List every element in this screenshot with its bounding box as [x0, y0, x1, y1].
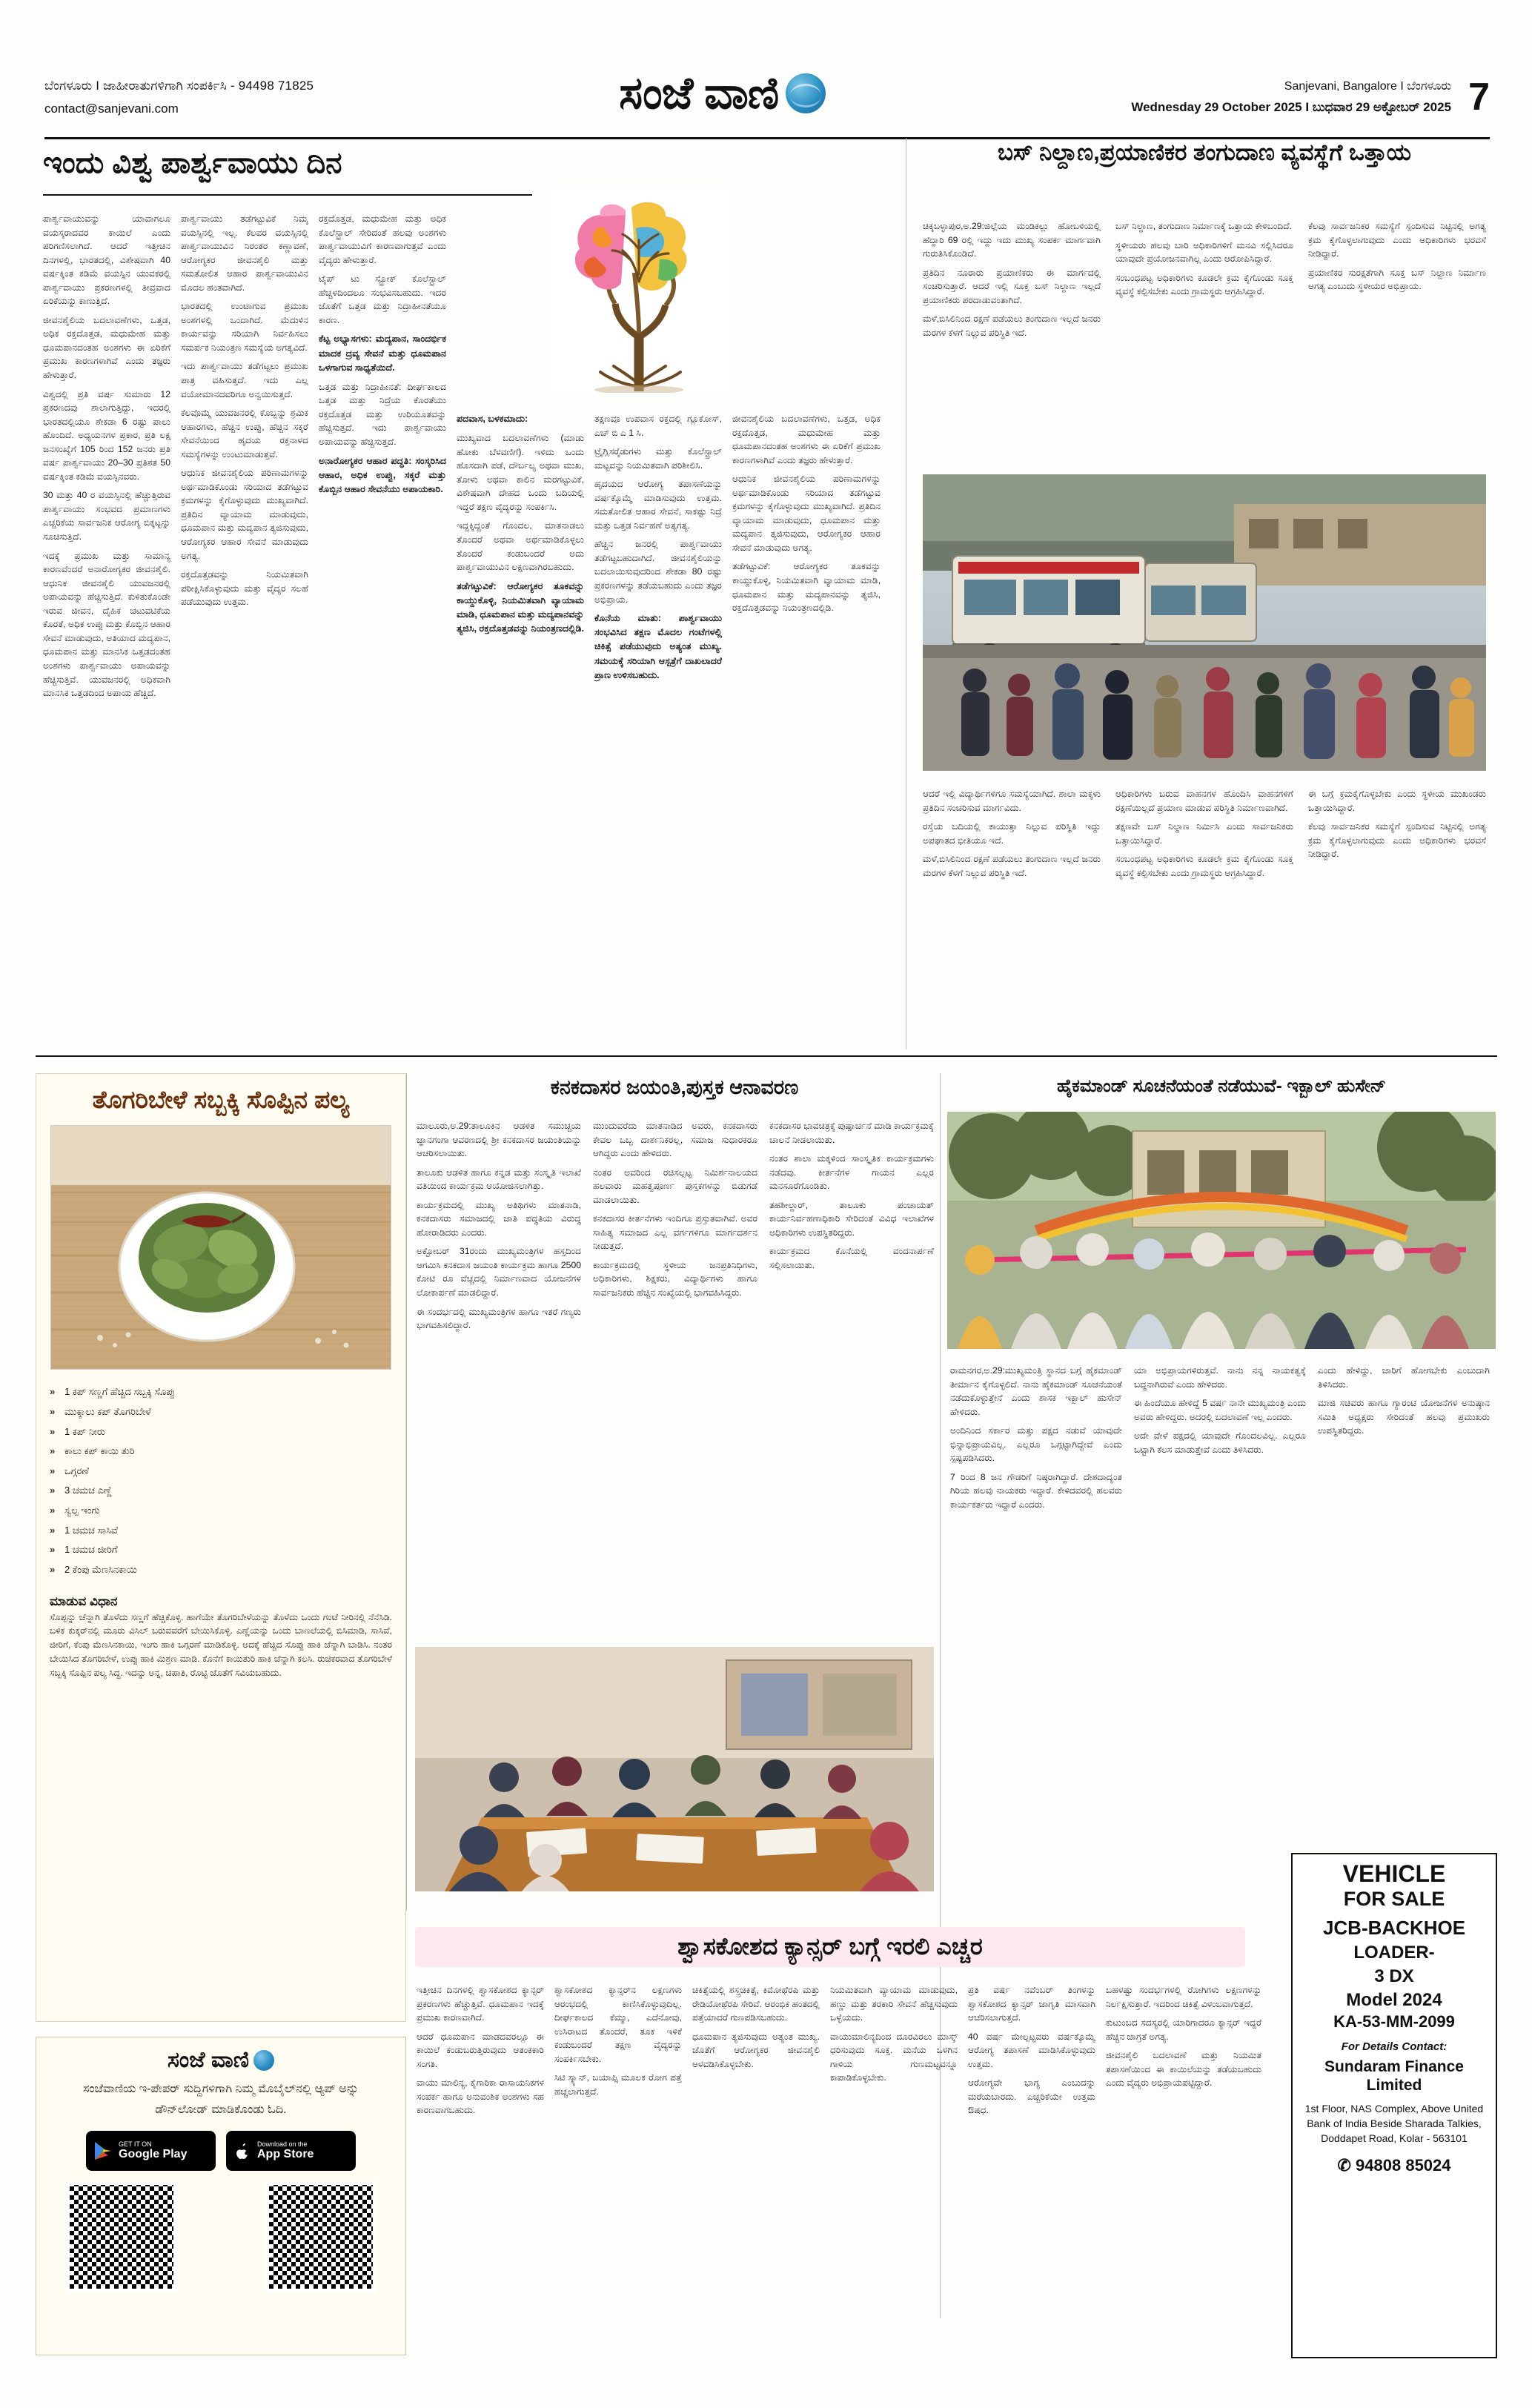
- paragraph: ಮಾಜಿ ಸಚಿವರು ಹಾಗೂ ಗ್ಯಾರಂಟಿ ಯೋಜನೆಗಳ ಅನುಷ್ಠಾನ ಸಮಿತಿ ಅಧ್ಯಕ್ಷರು ಸೇರಿದಂತೆ ಹಲವು ಪ್ರಮುಖರು ಉಪಸ್ಥಿತರಿದ್ದರು.: [1318, 1398, 1490, 1436]
- masthead-contact: [44, 75, 314, 120]
- paragraph: ಕೆಲವು ಸಾರ್ವಜನಿಕರ ಸಮಸ್ಯೆಗೆ ಸ್ಪಂದಿಸುವ ನಿಟ್ಟಿನಲ್ಲಿ ಅಗತ್ಯ ಕ್ರಮ ಕೈಗೊಳ್ಳಲಾಗುವುದು ಎಂದು ಅಧಿಕಾರಿಗಳು ಭರವಸೆ ನೀಡಿದ್ದಾರೆ.: [1308, 221, 1486, 259]
- paragraph: ಮುಂದುವರೆದು ಮಾತನಾಡಿದ ಅವರು, ಕನಕದಾಸರು ಕೇವಲ ಒಬ್ಬ ದಾರ್ಶನಿಕರಲ್ಲ, ಸಮಾಜ ಸುಧಾರಕರೂ ಆಗಿದ್ದರು ಎಂದು ಹೇಳಿದರು.: [593, 1121, 757, 1159]
- ad-phone-number: 94808 85024: [1356, 2156, 1451, 2175]
- google-play-big: Google Play: [119, 2147, 188, 2160]
- story3-col3: [769, 1119, 934, 1638]
- paragraph: ಸ್ಥಳೀಯರು ಹಲವು ಬಾರಿ ಅಧಿಕಾರಿಗಳಿಗೆ ಮನವಿ ಸಲ್ಲಿಸಿದರೂ ಯಾವುದೇ ಪ್ರಯೋಜನವಾಗಿಲ್ಲ ಎಂದು ಆರೋಪಿಸಿದ್ದಾರೆ.: [1115, 239, 1293, 265]
- masthead: [44, 58, 1490, 139]
- ad-line-5: 3 DX: [1374, 1966, 1414, 1987]
- paragraph: ತಕ್ಷಣವೂ ಉಪವಾಸ ರಕ್ತದಲ್ಲಿ ಗ್ಲೂಕೋಸ್, ಎಚ್ ಬಿ ಎ 1 ಸಿ.: [594, 414, 722, 438]
- paragraph: ಒತ್ತಡ ಮತ್ತು ನಿದ್ರಾಹೀನತೆ: ದೀರ್ಘಕಾಲದ ಒತ್ತಡ ಮತ್ತು ನಿದ್ರೆಯ ಕೊರತೆಯು ರಕ್ತದೊತ್ತಡ ಮತ್ತು ಉರಿಯೂತವನ್ನು ಹೆಚ್ಚಿಸುತ್ತದೆ. ಇದು ಪಾರ್ಶ್ವವಾಯು ಅಪಾಯವನ್ನು ಹೆಚ್ಚಿಸುತ್ತದೆ.: [319, 381, 446, 447]
- promo-text: ಸಂಜೆವಾಣಿಯ ಇ-ಪೇಪರ್ ಸುದ್ದಿಗಳಿಗಾಗಿ ನಿಮ್ಮ ಮೊಬೈಲ್‌ನಲ್ಲಿ ಆ್ಯಪ್ ಅನ್ನು ಡೌನ್‌ಲೋಡ್ ಮಾಡಿಕೊಂಡು ಓದಿ.: [82, 2083, 359, 2116]
- paragraph: ವಾಯು ಮಾಲಿನ್ಯ, ಕೈಗಾರಿಕಾ ರಾಸಾಯನಿಕಗಳ ಸಂಪರ್ಕ ಹಾಗೂ ಅನುವಂಶಿಕ ಅಂಶಗಳು ಸಹ ಕಾರಣವಾಗಬಹುದು.: [417, 2077, 544, 2116]
- story-headline-lungcancer: ಶ್ವಾಸಕೋಶದ ಕ್ಯಾನ್ಸರ್ ಬಗ್ಗೆ ಇರಲಿ ಎಚ್ಚರ: [415, 1927, 1245, 1967]
- story1-col6: [732, 412, 881, 1027]
- phone-icon: ✆: [1337, 2156, 1351, 2175]
- paragraph: ತಡೆಗಟ್ಟುವಿಕೆ: ಆರೋಗ್ಯಕರ ತೂಕವನ್ನು ಕಾಯ್ದುಕೊಳ್ಳಿ, ನಿಯಮಿತವಾಗಿ ವ್ಯಾಯಾಮ ಮಾಡಿ, ಧೂಮಪಾನ ಮತ್ತು ಮದ್ಯಪಾನವನ್ನು ತ್ಯಜಿಸಿ, ರಕ್ತದೊತ್ತಡವನ್ನು ನಿಯಂತ್ರಣದಲ್ಲಿಡಿ.: [732, 561, 881, 614]
- ingredient-item: » ಕಾಲು ಕಪ್ ಕಾಯಿ ತುರಿ: [50, 1442, 392, 1462]
- paragraph-subhead: ಅನಾರೋಗ್ಯಕರ ಆಹಾರ ಪದ್ಧತಿ: ಸಂಸ್ಕರಿಸಿದ ಆಹಾರ, ಅಧಿಕ ಉಪ್ಪು, ಸಕ್ಕರೆ ಮತ್ತು ಕೊಬ್ಬಿನ ಆಹಾರ ಸೇವನೆಯು ಅಪಾಯಕಾರಿ.: [319, 455, 446, 494]
- globe-icon: [786, 73, 826, 113]
- story2-col1b: [923, 787, 1101, 1047]
- ad-phone[interactable]: [1299, 2156, 1490, 2175]
- ad-line-1: VEHICLE: [1342, 1860, 1446, 1887]
- qr-code-app-store[interactable]: [265, 2181, 377, 2292]
- ingredient-item: » 1 ಚಮಚ ಸಾಸಿವೆ: [50, 1521, 392, 1541]
- story3-col1: [417, 1119, 581, 1638]
- brain-tree-illustration: [548, 185, 730, 393]
- paragraph: ಆದರೆ ಧೂಮಪಾನ ಮಾಡದವರಲ್ಲೂ ಈ ಕಾಯಿಲೆ ಕಂಡುಬರುತ್ತಿರುವುದು ಆತಂಕಕಾರಿ ಸಂಗತಿ.: [417, 2031, 544, 2069]
- paragraph: ಎಂದು ಹೇಳಿದ್ದು, ಜಾರಿಗೆ ಹೋಗಬೇಕು ಎಂಬುದಾಗಿ ತಿಳಿಸಿದರು.: [1318, 1365, 1490, 1390]
- paragraph: ನಂತರ ಅವರಿಂದ ರಚಿಸಲ್ಪಟ್ಟ ನಿಮಿರ್ಶನಾಲಯದ ಹಲವಾರು ಮಹತ್ವಪೂರ್ಣ ಪುಸ್ತಕಗಳನ್ನು ಬಿಡುಗಡೆ ಮಾಡಲಾಯಿತು.: [593, 1167, 757, 1205]
- story4-col1: [950, 1364, 1122, 1823]
- paragraph: ಕಾರ್ಯಕ್ರಮದಲ್ಲಿ ಸ್ಥಳೀಯ ಜನಪ್ರತಿನಿಧಿಗಳು, ಅಧಿಕಾರಿಗಳು, ಶಿಕ್ಷಕರು, ವಿದ್ಯಾರ್ಥಿಗಳು ಹಾಗೂ ಸಾರ್ವಜನಿಕರು ಹೆಚ್ಚಿನ ಸಂಖ್ಯೆಯಲ್ಲಿ ಭಾಗವಹಿಸಿದ್ದರು.: [593, 1259, 757, 1298]
- story1-col4: [457, 412, 584, 1027]
- paragraph: ಜೀವನಶೈಲಿಯ ಬದಲಾವಣೆಗಳು, ಒತ್ತಡ, ಅಧಿಕ ರಕ್ತದೊತ್ತಡ, ಮಧುಮೇಹ ಮತ್ತು ಧೂಮಪಾನದಂತಹ ಅಂಶಗಳು ಈ ಏರಿಕೆಗೆ ಪ್ರಮುಖ ಕಾರಣಗಳಾಗಿವೆ ಎಂದು ತಜ್ಞರು ಹೇಳುತ್ತಾರೆ.: [732, 414, 881, 465]
- bus-stand-photo-svg: [923, 474, 1486, 771]
- page-number: 7: [1468, 76, 1490, 119]
- ingredient-item: » 2 ಕೆಂಪು ಮೆಣಸಿನಕಾಯಿ: [50, 1560, 392, 1580]
- paragraph: ಕಾರ್ಯಕ್ರಮದಲ್ಲಿ ಮುಖ್ಯ ಅತಿಥಿಗಳು ಮಾತನಾಡಿ, ಕನಕದಾಸರು ಸಮಾಜದಲ್ಲಿ ಜಾತಿ ಪದ್ಧತಿಯ ವಿರುದ್ಧ ಹೋರಾಡಿದರು ಎಂದರು.: [417, 1199, 581, 1238]
- app-store-small: Download on the: [257, 2140, 308, 2148]
- paragraph: ಯಾ ಅಭಿಪ್ರಾಯಗಳಿರುತ್ತವೆ. ನಾನು ನನ್ನ ನಾಯಕತ್ವಕ್ಕೆ ಬದ್ಧನಾಗಿರುವೆ ಎಂದು ಹೇಳಿದರು.: [1134, 1365, 1306, 1390]
- story5-col4: [830, 1983, 958, 2354]
- ad-line-2: FOR SALE: [1343, 1887, 1445, 1910]
- paragraph: 40 ವರ್ಷ ಮೇಲ್ಪಟ್ಟವರು ವರ್ಷಕ್ಕೊಮ್ಮೆ ಆರೋಗ್ಯ ತಪಾಸಣೆ ಮಾಡಿಸಿಕೊಳ್ಳುವುದು ಉತ್ತಮ.: [968, 2031, 1095, 2069]
- paragraph: ಆಧುನಿಕ ಜೀವನಶೈಲಿಯ ಪರಿಣಾಮಗಳನ್ನು ಅರ್ಥಮಾಡಿಕೊಂಡು ಸರಿಯಾದ ತಡೆಗಟ್ಟುವ ಕ್ರಮಗಳನ್ನು ಕೈಗೊಳ್ಳುವುದು ಮುಖ್ಯವಾಗಿದೆ. ಪ್ರತಿದಿನ ವ್ಯಾಯಾಮ ಮಾಡುವುದು, ಧೂಮಪಾನ ಮತ್ತು ಮದ್ಯಪಾನ ತ್ಯಜಿಸುವುದು, ಆರೋಗ್ಯಕರ ಆಹಾರ ಸೇವನೆ ಮಾಡುವುದು ಅಗತ್ಯ.: [732, 474, 881, 553]
- paragraph: ಮುಖ್ಯವಾದ ಬದಲಾವಣೆಗಳು (ಮಾಡು ಹೋಕು ಬೆಳವಣಿಗೆ). ಇಳಿದು ಒಂದು ಹೊಸದಾಗಿ ಪಡೆ, ದೌರ್ಬಲ್ಯ ಅಥವಾ ಮುಖ, ತೋಳು ಅಥವಾ ಕಾಲಿನ ಮರಗಟ್ಟುವಿಕೆ, ವಿಶೇಷವಾಗಿ ದೇಹದ ಒಂದು ಬದಿಯಲ್ಲಿ ಇದ್ದರೆ ತಕ್ಷಣ ವೈದ್ಯರನ್ನು ಸಂಪರ್ಕಿಸಿ.: [457, 433, 584, 512]
- paragraph: ಮಳೆ,ಬಿಸಿಲಿನಿಂದ ರಕ್ಷಣೆ ಪಡೆಯಲು ತಂಗುದಾಣ ಇಲ್ಲದೆ ಜನರು ಮರಗಳ ಕೆಳಗೆ ನಿಲ್ಲುವ ಪರಿಸ್ಥಿತಿ ಇದೆ.: [923, 854, 1101, 878]
- paragraph: ಸಂಬಂಧಪಟ್ಟ ಅಧಿಕಾರಿಗಳು ಕೂಡಲೇ ಕ್ರಮ ಕೈಗೊಂಡು ಸೂಕ್ತ ವ್ಯವಸ್ಥೆ ಕಲ್ಪಿಸಬೇಕು ಎಂದು ಗ್ರಾಮಸ್ಥರು ಆಗ್ರಹಿಸಿದ್ದಾರೆ.: [1115, 272, 1293, 297]
- paragraph: ಚಿಕಿತ್ಸೆಯಲ್ಲಿ ಶಸ್ತ್ರಚಿಕಿತ್ಸೆ, ಕಿಮೋಥೆರಪಿ ಮತ್ತು ರೇಡಿಯೋಥೆರಪಿ ಸೇರಿವೆ. ಆರಂಭಿಕ ಹಂತದಲ್ಲಿ ಪತ್ತೆಯಾದರೆ ಗುಣಪಡಿಸಬಹುದು.: [692, 1985, 820, 2023]
- ad-line-4: LOADER-: [1353, 1943, 1435, 1963]
- paragraph: ಅಕ್ಟೋಬರ್ 31ರಂದು ಮುಖ್ಯಮಂತ್ರಿಗಳ ಹಸ್ತದಿಂದ ಆಗಮಿಸಿ ಕನಕದಾಸ ಜಯಂತಿ ಕಾರ್ಯಕ್ರಮ ಹಾಗೂ 2500 ಕೋಟಿ ರೂ ವೆಚ್ಚದಲ್ಲಿ ನಿರ್ಮಾಣವಾದ ಯೋಜನೆಗಳ ಲೋಕಾರ್ಪಣೆ ಮಾಡಲಿದ್ದಾರೆ.: [417, 1246, 581, 1298]
- masthead-location: Sanjevani, Bangalore I ಬೆಂಗಳೂರು: [1284, 80, 1451, 93]
- story5-col3: [692, 1983, 820, 2354]
- paragraph: ಭಾರತದಲ್ಲಿ ಉಂಟಾಗುವ ಪ್ರಮುಖ ಅಂಶಗಳಲ್ಲಿ ಒಂದಾಗಿದೆ. ಮೆದುಳಿನ ಕಾರ್ಯವನ್ನು ಸರಿಯಾಗಿ ನಿರ್ವಹಿಸಲು ಸಮರ್ಪಕ ನಿಯಂತ್ರಣ ಸಮಸ್ಯೆಯ ಅಗತ್ಯವಿದೆ.: [181, 301, 308, 353]
- ingredient-item: » 3 ಚಮಚ ಎಣ್ಣೆ: [50, 1481, 392, 1501]
- recipe-title: ತೊಗರಿಬೇಳೆ ಸಬ್ಬಕ್ಕಿ ಸೊಪ್ಪಿನ ಪಲ್ಯ: [92, 1086, 350, 1113]
- paragraph: ಕೆಲವೊಮ್ಮೆ ಯುವಜನರಲ್ಲಿ ಕೊಬ್ಬನ್ನು ಶ್ರಮಿಕ ಆಹಾರಗಳು, ಹೆಚ್ಚಿನ ಉಪ್ಪು, ಹೆಚ್ಚಿನ ಸಕ್ಕರೆ ಸೇವನೆಯಿಂದ ಹೃದಯ ರಕ್ತನಾಳದ ಸಮಸ್ಯೆಗಳನ್ನು ಉಂಟುಮಾಡುತ್ತವೆ.: [181, 408, 308, 460]
- paragraph: ಪ್ರಯಾಣಿಕರ ಸುರಕ್ಷತೆಗಾಗಿ ಸೂಕ್ತ ಬಸ್ ನಿಲ್ದಾಣ ನಿರ್ಮಾಣ ಅಗತ್ಯ ಎಂಬುದು ಸ್ಥಳೀಯರ ಅಭಿಪ್ರಾಯ.: [1308, 267, 1486, 292]
- paragraph: ಟೈಪ್ ಟು ಸ್ಟ್ರೋಕ್ ಕೊಲೆಸ್ಟ್ರಾಲ್ ಹೆಚ್ಚಳದಿಂದಲೂ ಸಂಭವಿಸಬಹುದು. ಇದರ ಜೊತೆಗೆ ಒತ್ತಡ ಮತ್ತು ನಿದ್ರಾಹೀನತೆಯೂ ಕಾರಣ.: [319, 273, 446, 325]
- paragraph: ರಕ್ತದೊತ್ತಡ, ಮಧುಮೇಹ ಮತ್ತು ಅಧಿಕ ಕೊಲೆಸ್ಟ್ರಾಲ್ ಸೇರಿದಂತೆ ಹಲವು ಅಂಶಗಳು ಪಾರ್ಶ್ವವಾಯುವಿಗೆ ಕಾರಣವಾಗುತ್ತವೆ ಎಂದು ವೈದ್ಯರು ಹೇಳುತ್ತಾರೆ.: [319, 213, 446, 265]
- paragraph: ಪ್ರತಿದಿನ ನೂರಾರು ಪ್ರಯಾಣಿಕರು ಈ ಮಾರ್ಗದಲ್ಲಿ ಸಂಚರಿಸುತ್ತಾರೆ. ಆದರೆ ಇಲ್ಲಿ ಸೂಕ್ತ ಬಸ್ ನಿಲ್ದಾಣ ಇಲ್ಲದೆ ಪ್ರಯಾಣಿಕರು ಪರದಾಡುವಂತಾಗಿದೆ.: [923, 267, 1101, 305]
- story1-col1: [43, 212, 170, 1027]
- paragraph: ಕಾರ್ಯಕ್ರಮದ ಕೊನೆಯಲ್ಲಿ ವಂದನಾರ್ಪಣೆ ಸಲ್ಲಿಸಲಾಯಿತು.: [769, 1246, 934, 1270]
- meeting-photo-svg: [415, 1647, 934, 1891]
- paragraph: ಶ್ವಾಸಕೋಶದ ಕ್ಯಾನ್ಸರ್‌ನ ಲಕ್ಷಣಗಳು ಆರಂಭದಲ್ಲಿ ಕಾಣಿಸಿಕೊಳ್ಳುವುದಿಲ್ಲ. ದೀರ್ಘಕಾಲದ ಕೆಮ್ಮು, ಎದೆನೋವು, ಉಸಿರಾಟದ ತೊಂದರೆ, ತೂಕ ಇಳಿಕೆ ಕಂಡುಬಂದರೆ ತಕ್ಷಣ ವೈದ್ಯರನ್ನು ಸಂಪರ್ಕಿಸಬೇಕು.: [554, 1985, 682, 2064]
- ingredient-item: » ಮುಕ್ಕಾಲು ಕಪ್ ತೊಗರಿಬೇಳೆ: [50, 1402, 392, 1422]
- paragraph: ಬಸ್ ನಿಲ್ದಾಣ, ತಂಗುದಾಣ ನಿರ್ಮಾಣಕ್ಕೆ ಒತ್ತಾಯ ಕೇಳಿಬಂದಿದೆ.: [1115, 221, 1293, 231]
- masthead-date: Wednesday 29 October 2025 I ಬುಧವಾರ 29 ಅಕ್ಟೋಬರ್ 2025: [1131, 99, 1451, 114]
- paragraph: ಟ್ರೈಗ್ಲಿಸರೈಡುಗಳು ಮತ್ತು ಕೊಲೆಸ್ಟ್ರಾಲ್ ಮಟ್ಟವನ್ನು ನಿಯಮಿತವಾಗಿ ಪರಿಶೀಲಿಸಿ.: [594, 446, 722, 471]
- ad-address: 1st Floor, NAS Complex, Above United Bank of India Beside Sharada Talkies, Doddapet Road, Kolar - 563101: [1304, 2102, 1484, 2145]
- paragraph-subhead: ಕೆಟ್ಟ ಅಭ್ಯಾಸಗಳು: ಮದ್ಯಪಾನ, ಸಾಂದರ್ಭಿಕ ಮಾದಕ ದ್ರವ್ಯ ಸೇವನೆ ಮತ್ತು ಧೂಮಪಾನ ಒಳಗಾಗುವ ಸಾಧ್ಯತೆಯಿದೆ.: [319, 334, 446, 373]
- paragraph: ಅಂದಿನಿಂದ ಸರ್ಕಾರ ಮತ್ತು ಪಕ್ಷದ ನಡುವೆ ಯಾವುದೇ ಭಿನ್ನಾಭಿಪ್ರಾಯವಿಲ್ಲ. ಎಲ್ಲರೂ ಒಗ್ಗಟ್ಟಾಗಿದ್ದೇವೆ ಎಂದು ಸ್ಪಷ್ಟಪಡಿಸಿದರು.: [950, 1425, 1122, 1464]
- ingredient-item: » 1 ಕಪ್ ನೀರು: [50, 1422, 392, 1442]
- paragraph: ಪಾರ್ಶ್ವವಾಯು ತಡೆಗಟ್ಟುವಿಕೆ ನಿಮ್ಮ ವಯಸ್ಸಿನಲ್ಲಿ ಇಲ್ಲ. ಕೆಲವರ ವಯಸ್ಸಿನಲ್ಲಿ ಪಾರ್ಶ್ವವಾಯುವಿನ ನಿರಂತರ ಕಣ್ಣಾವಣೆ, ಆರೋಗ್ಯಕರ ಜೀವನಶೈಲಿ ಮತ್ತು ಸಮತೋಲಿತ ಆಹಾರ ಪಾರ್ಶ್ವವಾಯುವಿನ ಮೊದಲ ಹಂತವಾಗಿದೆ.: [181, 213, 308, 293]
- promo-logo-text: ಸಂಜೆ ವಾಣಿ: [167, 2048, 249, 2072]
- story2-col3: [1308, 219, 1486, 464]
- paragraph: ಆದರೆ ಇಲ್ಲಿ ವಿದ್ಯಾರ್ಥಿಗಳಿಗೂ ಸಮಸ್ಯೆಯಾಗಿದೆ. ಶಾಲಾ ಮಕ್ಕಳು ಪ್ರತಿದಿನ ಸಂಚರಿಸುವ ಮಾರ್ಗವಿದು.: [923, 789, 1101, 813]
- app-store-button[interactable]: [226, 2131, 356, 2171]
- masthead-contact-line1: ಬೆಂಗಳೂರು I ಜಾಹೀರಾತುಗಳಿಗಾಗಿ ಸಂಪರ್ಕಿಸಿ - 94498 71825: [44, 78, 314, 93]
- story2-col1: [923, 219, 1101, 464]
- bus-stand-photo: [923, 474, 1486, 771]
- story1-col5: [594, 412, 722, 1027]
- paragraph: ಪ್ರತಿ ವರ್ಷ ನವೆಂಬರ್ ತಿಂಗಳನ್ನು ಶ್ವಾಸಕೋಶದ ಕ್ಯಾನ್ಸರ್ ಜಾಗೃತಿ ಮಾಸವಾಗಿ ಆಚರಿಸಲಾಗುತ್ತದೆ.: [968, 1985, 1095, 2023]
- paragraph: ಹೆಚ್ಚಿನ ಜನರಲ್ಲಿ ಪಾರ್ಶ್ವವಾಯು ತಡೆಗಟ್ಟಬಹುದಾಗಿದೆ. ಜೀವನಶೈಲಿಯನ್ನು ಬದಲಾಯಿಸುವುದರಿಂದ ಶೇಕಡಾ 80 ರಷ್ಟು ಪ್ರಕರಣಗಳನ್ನು ತಡೆಯಬಹುದು ಎಂದು ತಜ್ಞರ ಅಭಿಪ್ರಾಯ.: [594, 539, 722, 605]
- paragraph: ಇದ್ದಕ್ಕಿದ್ದಂತೆ ಗೊಂದಲ, ಮಾತನಾಡಲು ತೊಂದರೆ ಅಥವಾ ಅರ್ಥಮಾಡಿಕೊಳ್ಳಲು ತೊಂದರೆ ಕಂಡುಬಂದರೆ ಅದು ಪಾರ್ಶ್ವವಾಯುವಿನ ಲಕ್ಷಣವಾಗಿರಬಹುದು.: [457, 520, 584, 573]
- inauguration-photo: [947, 1112, 1496, 1349]
- story5-col1: [417, 1983, 544, 2354]
- recipe-ingredients: [36, 1379, 405, 1579]
- story5-col2: [554, 1983, 682, 2354]
- paragraph: ಜೀವನಶೈಲಿಯ ಬದಲಾವಣೆಗಳು, ಒತ್ತಡ, ಅಧಿಕ ರಕ್ತದೊತ್ತಡ, ಮಧುಮೇಹ ಮತ್ತು ಧೂಮಪಾನದಂತಹ ಅಂಶಗಳು ಈ ಏರಿಕೆಗೆ ಪ್ರಮುಖ ಕಾರಣಗಳಾಗಿವೆ ಎಂದು ತಜ್ಞರು ಹೇಳುತ್ತಾರೆ.: [43, 314, 170, 381]
- google-play-small: GET IT ON: [119, 2140, 152, 2148]
- recipe-box: [36, 1073, 406, 2022]
- paragraph: ಹೃದಯದ ಆರೋಗ್ಯ ತಪಾಸಣೆಯನ್ನು ವರ್ಷಕ್ಕೊಮ್ಮೆ ಮಾಡಿಸುವುದು ಉತ್ತಮ. ಸಮತೋಲಿತ ಆಹಾರ ಸೇವನೆ, ಸಾಕಷ್ಟು ನಿದ್ರೆ ಮತ್ತು ಒತ್ತಡ ನಿರ್ವಹಣೆ ಅತ್ಯಗತ್ಯ.: [594, 479, 722, 531]
- paragraph: ಮಾಲೂರು,ಅ.29:ತಾಲೂಕಿನ ಆಡಳಿತ ಸಮುಚ್ಚಯ ಜ್ಞಾನಗಂಗಾ ಆವರಣದಲ್ಲಿ ಶ್ರೀ ಕನಕದಾಸರ ಜಯಂತಿಯನ್ನು ಆಚರಿಸಲಾಯಿತು.: [417, 1121, 581, 1159]
- brain-tree-svg: [548, 185, 730, 393]
- masthead-edition: [1131, 76, 1490, 118]
- section-rule-1: [36, 1055, 1497, 1057]
- story3-col2: [593, 1119, 757, 1638]
- paragraph: ಕುಟುಂಬದ ಸದಸ್ಯರಲ್ಲಿ ಯಾರಿಗಾದರೂ ಕ್ಯಾನ್ಸರ್ ಇದ್ದರೆ ಹೆಚ್ಚಿನ ಜಾಗ್ರತೆ ಅಗತ್ಯ.: [1106, 2017, 1261, 2042]
- story2-col2: [1115, 219, 1293, 464]
- paragraph: ಸಿಟಿ ಸ್ಕ್ಯಾನ್, ಬಯಾಪ್ಸಿ ಮೂಲಕ ರೋಗ ಪತ್ತೆ ಹಚ್ಚಲಾಗುತ್ತದೆ.: [554, 2072, 682, 2097]
- story2-col2b: [1115, 787, 1293, 1047]
- paragraph: ಮಳೆ,ಬಿಸಿಲಿನಿಂದ ರಕ್ಷಣೆ ಪಡೆಯಲು ತಂಗುದಾಣ ಇಲ್ಲದೆ ಜನರು ಮರಗಳ ಕೆಳಗೆ ನಿಲ್ಲುವ ಪರಿಸ್ಥಿತಿ ಇದೆ.: [923, 314, 1101, 338]
- paragraph: ರಕ್ತದೊತ್ತಡವನ್ನು ನಿಯಮಿತವಾಗಿ ಪರೀಕ್ಷಿಸಿಕೊಳ್ಳುವುದು ಮತ್ತು ವೈದ್ಯರ ಸಲಹೆ ಪಡೆಯುವುದು ಉತ್ತಮ.: [181, 569, 308, 608]
- paragraph: ಜೀವನಶೈಲಿ ಬದಲಾವಣೆ ಮತ್ತು ನಿಯಮಿತ ತಪಾಸಣೆಯಿಂದ ಈ ಕಾಯಿಲೆಯನ್ನು ತಡೆಯಬಹುದು ಎಂದು ವೈದ್ಯರು ಅಭಿಪ್ರಾಯಪಟ್ಟಿದ್ದಾರೆ.: [1106, 2050, 1261, 2089]
- inauguration-photo-svg: [947, 1112, 1496, 1349]
- ingredient-item: » ಒಗ್ಗರಣೆ: [50, 1462, 392, 1482]
- paragraph: ಆಧಿಕಾರಿಗಳು ಬರುವ ವಾಹನಗಳ ಹೊಂದಿಸಿ ವಾಹನಗಳಿಗೆ ರಕ್ಷಣೆಯಿಲ್ಲದೆ ಪ್ರಯಾಣ ಮಾಡುವ ಪರಿಸ್ಥಿತಿ ನಿರ್ಮಾಣವಾಗಿದೆ.: [1115, 789, 1293, 813]
- paragraph: ಬಹಳಷ್ಟು ಸಂದರ್ಭಗಳಲ್ಲಿ ರೋಗಿಗಳು ಲಕ್ಷಣಗಳನ್ನು ನಿರ್ಲಕ್ಷಿಸುತ್ತಾರೆ. ಇದರಿಂದ ಚಿಕಿತ್ಸೆ ವಿಳಂಬವಾಗುತ್ತದೆ.: [1106, 1985, 1261, 2009]
- ad-contact-label: For Details Contact:: [1341, 2040, 1448, 2054]
- app-promo-box: [36, 2037, 406, 2355]
- story-headline-kanakadasa: ಕನಕದಾಸರ ಜಯಂತಿ,ಪುಸ್ತಕ ಆನಾವರಣ: [550, 1076, 799, 1098]
- paragraph: ರಾಮನಗರ,ಅ.29:ಮುಖ್ಯಮಂತ್ರಿ ಸ್ಥಾನದ ಬಗ್ಗೆ ಹೈಕಮಾಂಡ್ ತೀರ್ಮಾನ ಕೈಗೊಳ್ಳಲಿದೆ. ನಾನು ಹೈಕಮಾಂಡ್ ಸೂಚನೆಯಂತೆ ನಡೆದುಕೊಳ್ಳುತ್ತೇನೆ ಎಂದು ಶಾಸಕ ಇಕ್ಬಾಲ್ ಹುಸೇನ್ ಹೇಳಿದರು.: [950, 1365, 1122, 1417]
- story-headline-highcommand: ಹೈಕಮಾಂಡ್ ಸೂಚನೆಯಂತೆ ನಡೆಯುವೆ- ಇಕ್ಬಾಲ್ ಹುಸೇನ್: [1056, 1076, 1386, 1096]
- ingredient-item: » ಸ್ವಲ್ಪ ಇಂಗು: [50, 1501, 392, 1521]
- recipe-photo-svg: [51, 1126, 391, 1370]
- paragraph: ವಿಶ್ವದಲ್ಲಿ ಪ್ರತಿ ವರ್ಷ ಸುಮಾರು 12 ಪ್ರಕರಣದವು ಶಾಲಾಗುತ್ತಿದ್ದು, ಇದರಲ್ಲಿ ಭಾರತದಲ್ಲಿಯೂ ಶೇಕಡಾ 6 ರಷ್ಟು ಪಾಲು ಹೊಂದಿದೆ. ಅಧ್ಯಯನಗಳ ಪ್ರಕಾರ, ಪ್ರತಿ ಲಕ್ಷ ಜನಸಂಖ್ಯೆಗೆ 105 ರಿಂದ 152 ಜನರು ಪ್ರತಿ ವರ್ಷ ಪಾರ್ಶ್ವವಾಯು 20–30 ಪ್ರತಿಶತ 50 ವರ್ಷಕ್ಕಿಂತ ಕಡಿಮೆ ವಯಸ್ಸಿನವರು.: [43, 388, 170, 482]
- paragraph: ಇತ್ತೀಚಿನ ದಿನಗಳಲ್ಲಿ ಶ್ವಾಸಕೋಶದ ಕ್ಯಾನ್ಸರ್ ಪ್ರಕರಣಗಳು ಹೆಚ್ಚುತ್ತಿವೆ. ಧೂಮಪಾನ ಇದಕ್ಕೆ ಪ್ರಮುಖ ಕಾರಣವಾಗಿದೆ.: [417, 1985, 544, 2023]
- classified-ad-vehicle-for-sale: [1291, 1853, 1497, 2358]
- paragraph-subhead: ಪದವಾಸ, ಬಳಕಮಾದು:: [457, 414, 528, 424]
- qr-codes: [36, 2171, 405, 2292]
- ad-model: Model 2024: [1346, 1990, 1442, 2011]
- paragraph: ಆಧುನಿಕ ಜೀವನಶೈಲಿಯ ಪರಿಣಾಮಗಳನ್ನು ಅರ್ಥಮಾಡಿಕೊಂಡು ಸರಿಯಾದ ತಡೆಗಟ್ಟುವ ಕ್ರಮಗಳನ್ನು ಕೈಗೊಳ್ಳುವುದು ಮುಖ್ಯವಾಗಿದೆ. ಪ್ರತಿದಿನ ವ್ಯಾಯಾಮ ಮಾಡುವುದು, ಧೂಮಪಾನ ಮತ್ತು ಮದ್ಯಪಾನ ತ್ಯಜಿಸುವುದು, ಆರೋಗ್ಯಕರ ಆಹಾರ ಸೇವನೆ ಮಾಡುವುದು ಅಗತ್ಯ.: [181, 468, 308, 561]
- paragraph-subhead: ಕೊನೆಯ ಮಾತು: ಪಾರ್ಶ್ವವಾಯು ಸಂಭವಿಸಿದ ತಕ್ಷಣ ಮೊದಲ ಗಂಟೆಗಳಲ್ಲಿ ಚಿಕಿತ್ಸೆ ಪಡೆಯುವುದು ಅತ್ಯಂತ ಮುಖ್ಯ. ಸಮಯಕ್ಕೆ ಸರಿಯಾಗಿ ಆಸ್ಪತ್ರೆಗೆ ದಾಖಲಾದರೆ ಪ್ರಾಣ ಉಳಿಸಬಹುದು.: [594, 613, 722, 680]
- paragraph: ಕನಕದಾಸರ ಭಾವಚಿತ್ರಕ್ಕೆ ಪುಷ್ಪಾರ್ಚನೆ ಮಾಡಿ ಕಾರ್ಯಕ್ರಮಕ್ಕೆ ಚಾಲನೆ ನೀಡಲಾಯಿತು.: [769, 1121, 934, 1145]
- masthead-logo-text: ಸಂಜೆ ವಾಣಿ: [619, 67, 779, 118]
- paragraph: ಕೆಲವು ಸಾರ್ವಜನಿಕರ ಸಮಸ್ಯೆಗೆ ಸ್ಪಂದಿಸುವ ನಿಟ್ಟಿನಲ್ಲಿ ಅಗತ್ಯ ಕ್ರಮ ಕೈಗೊಳ್ಳಲಾಗುವುದು ಎಂದು ಅಧಿಕಾರಿಗಳು ಭರವಸೆ ನೀಡಿದ್ದಾರೆ.: [1308, 821, 1486, 860]
- recipe-photo: [50, 1125, 391, 1370]
- paragraph: ಅದೇ ವೇಳೆ ಪಕ್ಷದಲ್ಲಿ ಯಾವುದೇ ಗೊಂದಲವಿಲ್ಲ. ಎಲ್ಲರೂ ಒಟ್ಟಾಗಿ ಕೆಲಸ ಮಾಡುತ್ತೇವೆ ಎಂದು ತಿಳಿಸಿದರು.: [1134, 1430, 1306, 1455]
- paragraph: ಈ ಹಿಂದೆಯೂ ಹೇಳಿದ್ದೆ 5 ವರ್ಷ ನಾನೇ ಮುಖ್ಯಮಂತ್ರಿ ಎಂದು ಅವರು ಹೇಳಿದ್ದರು. ಅದರಲ್ಲಿ ಬದಲಾವಣೆ ಇಲ್ಲ ಎಂದರು.: [1134, 1398, 1306, 1422]
- story-headline-stroke: ಇಂದು ವಿಶ್ವ ಪಾರ್ಶ್ವವಾಯು ದಿನ: [43, 147, 342, 179]
- story5-col5: [968, 1983, 1095, 2354]
- meeting-photo: [415, 1647, 934, 1891]
- google-play-icon: [93, 2140, 113, 2161]
- ad-registration: KA-53-MM-2099: [1333, 2012, 1455, 2031]
- paragraph: ತಕ್ಷಣವೇ ಬಸ್ ನಿಲ್ದಾಣ ನಿರ್ಮಿಸಿ ಎಂದು ಸಾರ್ವಜನಿಕರು ಒತ್ತಾಯಿಸಿದ್ದಾರೆ.: [1115, 821, 1293, 846]
- paragraph: ನಿಯಮಿತವಾಗಿ ವ್ಯಾಯಾಮ ಮಾಡುವುದು, ಹಣ್ಣು ಮತ್ತು ತರಕಾರಿ ಸೇವನೆ ಹೆಚ್ಚಿಸುವುದು ಒಳ್ಳೆಯದು.: [830, 1985, 958, 2023]
- story5-col6: [1106, 1983, 1261, 2354]
- ingredient-item: » 1 ಚಮಚ ಜೀರಿಗೆ: [50, 1540, 392, 1560]
- google-play-button[interactable]: [86, 2131, 216, 2171]
- paragraph: ಕನಕದಾಸರ ಕೀರ್ತನೆಗಳು ಇಂದಿಗೂ ಪ್ರಸ್ತುತವಾಗಿವೆ. ಅವರ ಸಾಹಿತ್ಯ ಸಮಾಜದ ಎಲ್ಲ ವರ್ಗಗಳಿಗೂ ಮಾರ್ಗದರ್ಶನ ನೀಡುತ್ತದೆ.: [593, 1213, 757, 1252]
- recipe-method-text: ಸೊಪ್ಪನ್ನು ಚೆನ್ನಾಗಿ ತೊಳೆದು ಸಣ್ಣಗೆ ಹೆಚ್ಚಿಕೊಳ್ಳಿ. ಹಾಗೆಯೇ ತೊಗರಿಬೇಳೆಯನ್ನು ತೊಳೆದು ಒಂದು ಗಂಟೆ ನೀರಿನಲ್ಲಿ ನೆನೆಸಿಡಿ. ಬಳಿಕ ಕುಕ್ಕರ್‌ನಲ್ಲಿ ಮೂರು ವಿಸಿಲ್ ಬರುವವರೆಗೆ ಬೇಯಿಸಿಕೊಳ್ಳಿ. ಎಣ್ಣೆಯನ್ನು ಒಂದು ಬಾಣಲೆಯಲ್ಲಿ ಬಿಸಿಮಾಡಿ, ಸಾಸಿವೆ, ಜೀರಿಗೆ, ಕೆಂಪು ಮೆಣಸಿನಕಾಯಿ, ಇಂಗು ಹಾಕಿ ಒಗ್ಗರಣೆ ಮಾಡಿಕೊಳ್ಳಿ. ಅದಕ್ಕೆ ಹೆಚ್ಚಿದ ಸೊಪ್ಪು ಹಾಕಿ ಚೆನ್ನಾಗಿ ಬಾಡಿಸಿ. ನಂತರ ಬೇಯಿಸಿದ ತೊಗರಿಬೇಳೆ, ಉಪ್ಪು ಹಾಕಿ ಮಿಶ್ರಣ ಮಾಡಿ. ಕೊನೆಗೆ ಕಾಯಿತುರಿ ಹಾಕಿ ಚೆನ್ನಾಗಿ ಕಲಸಿ. ರುಚಿಕರವಾದ ತೊಗರಿಬೇಳೆ ಸಬ್ಬಕ್ಕಿ ಸೊಪ್ಪಿನ ಪಲ್ಯ ಸಿದ್ಧ. ಇದನ್ನು ಅನ್ನ, ಚಪಾತಿ, ರೊಟ್ಟಿ ಜೊತೆಗೆ ಸವಿಯಬಹುದು.: [50, 1611, 392, 1678]
- recipe-method-title: ಮಾಡುವ ವಿಧಾನ: [50, 1593, 118, 1608]
- paragraph: ವಾಯುಮಾಲಿನ್ಯದಿಂದ ದೂರವಿರಲು ಮಾಸ್ಕ್ ಧರಿಸುವುದು ಸೂಕ್ತ. ಮನೆಯ ಒಳಗಿನ ಗಾಳಿಯ ಗುಣಮಟ್ಟವನ್ನೂ ಕಾಪಾಡಿಕೊಳ್ಳಬೇಕು.: [830, 2031, 958, 2083]
- paragraph: 7 ರಿಂದ 8 ಜನ ಗೌಡರಿಗೆ ನಿಷ್ಠರಾಗಿದ್ದಾರೆ. ದೇಶದಾದ್ಯಂತ ಗಿರಿಯ ಹಲವು ನಾಯಕರು ಇದ್ದಾರೆ. ಕೇಳಿದವರಲ್ಲಿ ಹಲವರು ಕಾರ್ಯಕರ್ತರು ಇದ್ದಾರೆ ಎಂದರು.: [950, 1471, 1122, 1510]
- column-divider-2: [406, 1073, 407, 1911]
- story-headline-bus: ಬಸ್ ನಿಲ್ದಾಣ,ಪ್ರಯಾಣಿಕರ ತಂಗುದಾಣ ವ್ಯವಸ್ಥೆಗೆ ಒತ್ತಾಯ: [997, 139, 1411, 165]
- app-store-big: App Store: [257, 2147, 314, 2160]
- paragraph: ಈ ಬಗ್ಗೆ ಕ್ರಮಕೈಗೊಳ್ಳಬೇಕು ಎಂದು ಸ್ಥಳೀಯ ಮುಖಂಡರು ಒತ್ತಾಯಿಸಿದ್ದಾರೆ.: [1308, 789, 1486, 813]
- paragraph: ತಹಶೀಲ್ದಾರ್, ತಾಲೂಕು ಪಂಚಾಯತ್ ಕಾರ್ಯನಿರ್ವಹಣಾಧಿಕಾರಿ ಸೇರಿದಂತೆ ವಿವಿಧ ಇಲಾಖೆಗಳ ಅಧಿಕಾರಿಗಳು ಉಪಸ್ಥಿತರಿದ್ದರು.: [769, 1199, 934, 1238]
- headline-rule-1: [43, 194, 532, 196]
- paragraph: ನಂತರ ಶಾಲಾ ಮಕ್ಕಳಿಂದ ಸಾಂಸ್ಕೃತಿಕ ಕಾರ್ಯಕ್ರಮಗಳು ನಡೆದವು. ಕೀರ್ತನೆಗಳ ಗಾಯನ ಎಲ್ಲರ ಮನಸೂರೆಗೊಂಡಿತು.: [769, 1153, 934, 1192]
- paragraph: ತಾಲೂಕು ಆಡಳಿತ ಹಾಗೂ ಕನ್ನಡ ಮತ್ತು ಸಂಸ್ಕೃತಿ ಇಲಾಖೆ ವತಿಯಿಂದ ಕಾರ್ಯಕ್ರಮ ಆಯೋಜಿಸಲಾಗಿತ್ತು.: [417, 1167, 581, 1192]
- paragraph-subhead: ತಡೆಗಟ್ಟುವಿಕೆ: ಆರೋಗ್ಯಕರ ತೂಕವನ್ನು ಕಾಯ್ದುಕೊಳ್ಳಿ, ನಿಯಮಿತವಾಗಿ ವ್ಯಾಯಾಮ ಮಾಡಿ, ಧೂಮಪಾನ ಮತ್ತು ಮದ್ಯಪಾನವನ್ನು ತ್ಯಜಿಸಿ, ರಕ್ತದೊತ್ತಡವನ್ನು ನಿಯಂತ್ರಣದಲ್ಲಿಡಿ.: [457, 580, 584, 634]
- qr-code-google-play[interactable]: [66, 2181, 177, 2292]
- paragraph: ಸಂಬಂಧಪಟ್ಟ ಅಧಿಕಾರಿಗಳು ಕೂಡಲೇ ಕ್ರಮ ಕೈಗೊಂಡು ಸೂಕ್ತ ವ್ಯವಸ್ಥೆ ಕಲ್ಪಿಸಬೇಕು ಎಂದು ಗ್ರಾಮಸ್ಥರು ಆಗ್ರಹಿಸಿದ್ದಾರೆ.: [1115, 854, 1293, 878]
- story1-col3: [319, 212, 446, 1027]
- masthead-email: contact@sanjevani.com: [44, 101, 179, 116]
- paragraph: 30 ಮತ್ತು 40 ರ ವಯಸ್ಸಿನಲ್ಲಿ ಹೆಚ್ಚುತ್ತಿರುವ ಪಾರ್ಶ್ವವಾಯು ಸಂಭವದ ಪ್ರಮಾಣಗಳು ಎಚ್ಚರಿಕೆಯ ಸಾರ್ವಜನಿಕ ಆರೋಗ್ಯ ಬಿಕ್ಕಟ್ಟನ್ನು ಸೂಚಿಸುತ್ತಿದೆ.: [43, 490, 170, 543]
- paragraph: ಆರೋಗ್ಯವೇ ಭಾಗ್ಯ ಎಂಬುದನ್ನು ಮರೆಯಬಾರದು. ಎಚ್ಚರಿಕೆಯೇ ಉತ್ತಮ ಔಷಧ.: [968, 2077, 1095, 2116]
- ad-company: Sundaram Finance Limited: [1324, 2058, 1464, 2094]
- ad-line-3: JCB-BACKHOE: [1322, 1917, 1466, 1940]
- store-badges: [36, 2120, 405, 2171]
- promo-logo: [36, 2048, 405, 2073]
- story4-col2: [1134, 1364, 1306, 1823]
- globe-icon: [253, 2050, 274, 2071]
- paragraph: ಪಾರ್ಶ್ವವಾಯುವನ್ನು ಯಾವಾಗಲೂ ವಯಸ್ಕರಾದವರ ಕಾಯಿಲೆ ಎಂದು ಪರಿಗಣಿಸಲಾಗಿದೆ. ಆದರೆ ಇತ್ತೀಚಿನ ದಿನಗಳಲ್ಲಿ, ಭಾರತದಲ್ಲಿ, ವಿಶೇಷವಾಗಿ 40 ವರ್ಷಕ್ಕಿಂತ ಕಡಿಮೆ ವಯಸ್ಸಿನ ಯುವಕರಲ್ಲಿ ಪಾರ್ಶ್ವವಾಯು ಪ್ರಕರಣಗಳಲ್ಲಿ ತೀವ್ರವಾದ ಏರಿಕೆಯನ್ನು ಕಾಣುತ್ತಿದೆ.: [43, 213, 170, 307]
- paragraph: ಈ ಸಂದರ್ಭದಲ್ಲಿ ಮುಖ್ಯಮಂತ್ರಿಗಳ ಹಾಗೂ ಇತರೆ ಗಣ್ಯರು ಭಾಗವಹಿಸಲಿದ್ದಾರೆ.: [417, 1306, 581, 1331]
- story2-col3b: [1308, 787, 1486, 1047]
- ingredient-item: » 1 ಕಪ್ ಸಣ್ಣಗೆ ಹೆಚ್ಚಿದ ಸಬ್ಬಕ್ಕಿ ಸೊಪ್ಪು: [50, 1382, 392, 1402]
- paragraph: ರಸ್ತೆಯ ಬದಿಯಲ್ಲಿ ಕಾಯುತ್ತಾ ನಿಲ್ಲುವ ಪರಿಸ್ಥಿತಿ ಇದ್ದು ಅಪಘಾತದ ಭೀತಿಯೂ ಇದೆ.: [923, 821, 1101, 846]
- paragraph: ಇದು ಪಾರ್ಶ್ವವಾಯು ತಡೆಗಟ್ಟಲು ಪ್ರಮುಖ ಪಾತ್ರ ವಹಿಸುತ್ತದೆ. ಇದು ಎಲ್ಲ ವಯೋಮಾನದವರಿಗೂ ಅನ್ವಯಿಸುತ್ತದೆ.: [181, 361, 308, 399]
- story1-col2: [181, 212, 308, 1027]
- paragraph: ಧೂಮಪಾನ ತ್ಯಜಿಸುವುದು ಅತ್ಯಂತ ಮುಖ್ಯ. ಜೊತೆಗೆ ಆರೋಗ್ಯಕರ ಜೀವನಶೈಲಿ ಅಳವಡಿಸಿಕೊಳ್ಳಬೇಕು.: [692, 2031, 820, 2069]
- story4-col3: [1318, 1364, 1490, 1823]
- paragraph: ಚಿಕ್ಕಬಳ್ಳಾಪುರ,ಅ.29:ಜಿಲ್ಲೆಯ ಮಂಡಿಕಲ್ಲು ಹೋಬಳಿಯಲ್ಲಿ ಹೆದ್ದಾರಿ 69 ರಲ್ಲಿ ಇದ್ದು ಇದು ಮುಖ್ಯ ಸಂಪರ್ಕ ಮಾರ್ಗವಾಗಿ ಗುರುತಿಸಿಕೊಂಡಿದೆ.: [923, 221, 1101, 259]
- apple-icon: [233, 2140, 251, 2161]
- paragraph: ಇದಕ್ಕೆ ಪ್ರಮುಖ ಮತ್ತು ಸಾಮಾನ್ಯ ಕಾರಣವೆಂದರೆ ಅನಾರೋಗ್ಯಕರ ಜೀವನಶೈಲಿ. ಆಧುನಿಕ ಜೀವನಶೈಲಿ ಯುವಜನರಲ್ಲಿ ಅಪಾಯವನ್ನು ಹೆಚ್ಚಿಸುತ್ತಿದೆ. ಕುಳಿತುಕೊಂಡೇ ಇರುವ ಜೀವನ, ದೈಹಿಕ ಚಟುವಟಿಕೆಯ ಕೊರತೆ, ಅಧಿಕ ಉಪ್ಪು ಮತ್ತು ಕೊಬ್ಬಿನ ಆಹಾರ ಸೇವನೆ ಮಾಡುವುದು, ಅತಿಯಾದ ಮದ್ಯಪಾನ, ಧೂಮಪಾನ ಮತ್ತು ಮಾನಸಿಕ ಒತ್ತಡದಂತಹ ಅಂಶಗಳು ಪಾರ್ಶ್ವವಾಯು ಅಪಾಯವನ್ನು ಹೆಚ್ಚಿಸುತ್ತಿವೆ. ಯುವಜನರಲ್ಲಿ ಅಧಿಕವಾಗಿ ಮಾನಸಿಕ ಒತ್ತಡದಿಂದ ಅಪಾಯ ಹೆಚ್ಚಿದೆ.: [43, 550, 170, 699]
- masthead-logo: [619, 67, 826, 119]
